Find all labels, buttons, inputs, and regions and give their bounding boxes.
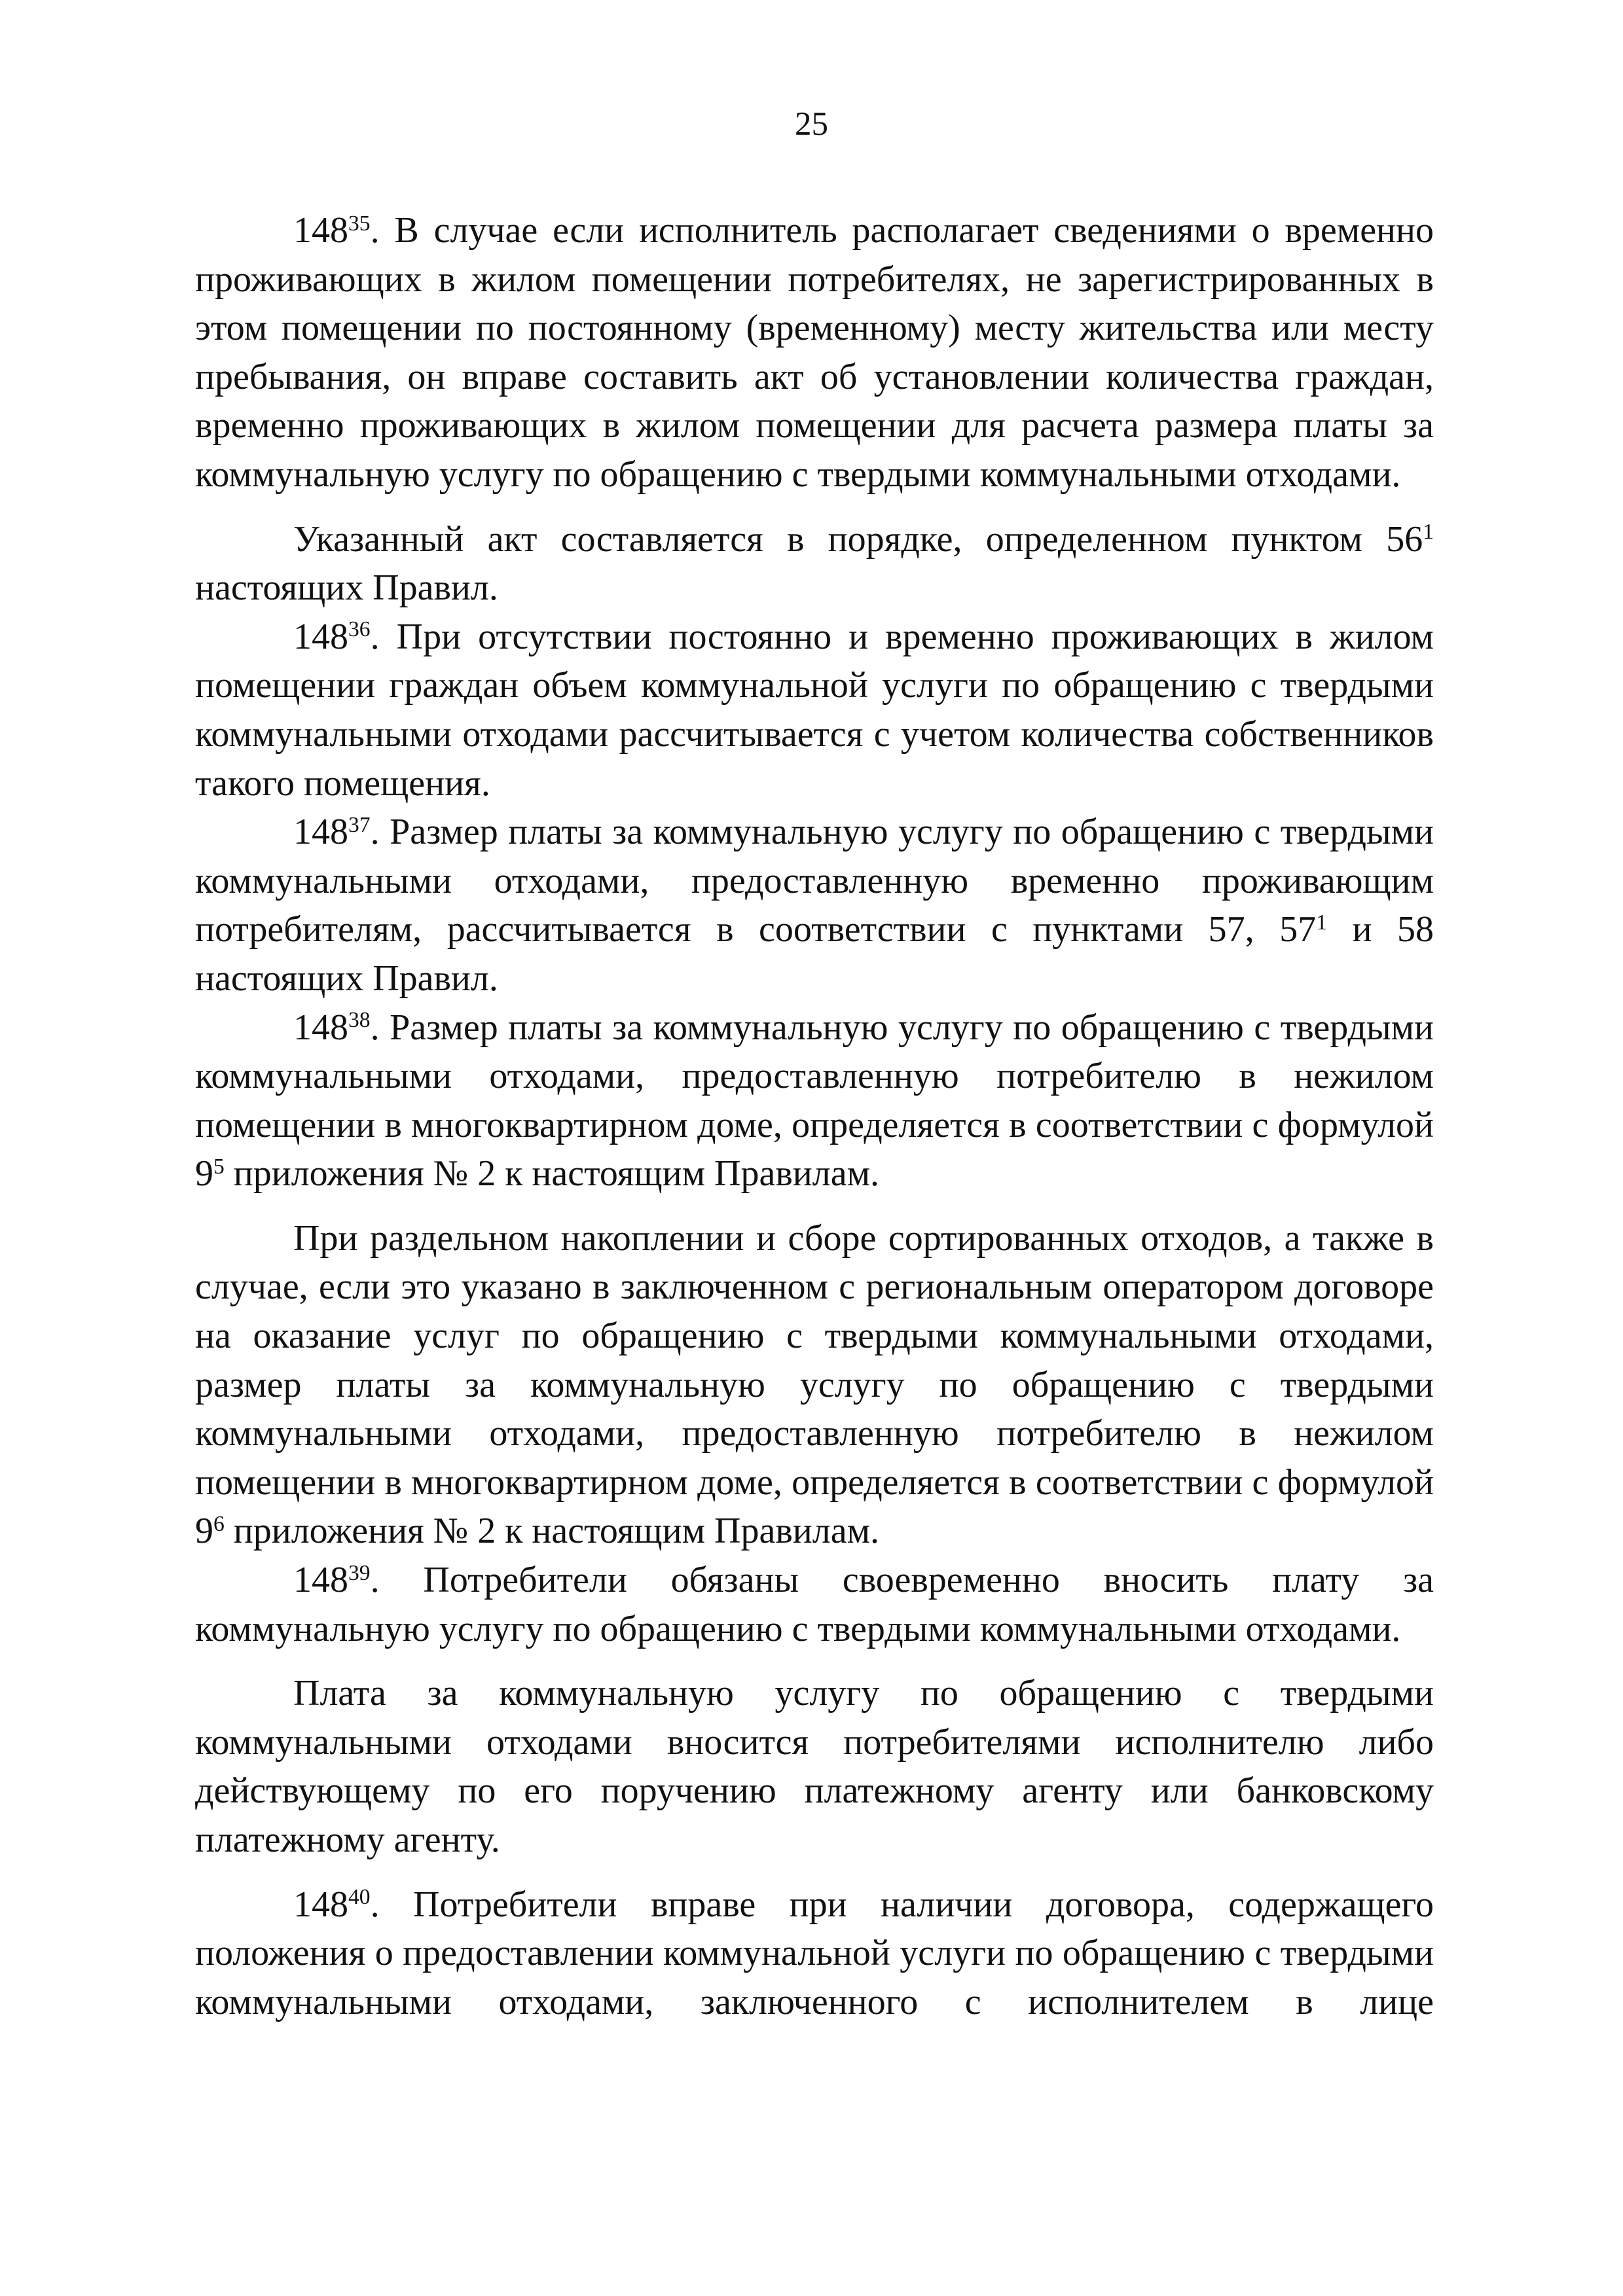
paragraph-text: приложения № 2 к настоящим Правилам.: [224, 1511, 880, 1552]
clause-number: 148: [293, 616, 348, 657]
inline-superscript: 6: [213, 1511, 225, 1536]
document-body: [195, 206, 1434, 2026]
inline-superscript: 1: [1316, 910, 1327, 935]
paragraph-text: Указанный акт составляется в порядке, определенном пунктом 56: [293, 518, 1423, 560]
paragraph-text: . Размер платы за коммунальную услугу по обращению с твердыми коммунальными отходами, предоставленную временно проживающим потребителям, рассчитывается в соответствии с пунктами 57, 57: [195, 812, 1434, 950]
clause-number: 148: [293, 1884, 348, 1925]
paragraph-act-procedure: [195, 515, 1434, 613]
paragraph-text: Плата за коммунальную услугу по обращению с твердыми коммунальными отходами вносится потребителями исполнителю либо действующему по его поручению платежному агенту или банковскому платежному агенту.: [195, 1673, 1434, 1860]
clause-number: 148: [293, 1007, 348, 1048]
paragraph-text: . Размер платы за коммунальную услугу по обращению с твердыми коммунальными отходами, предоставленную потребителю в нежилом помещении в многоквартирном доме, определяется в соответствии с формулой 9: [195, 1007, 1434, 1194]
clause-number: 148: [293, 210, 348, 251]
clause-number: 148: [293, 1560, 348, 1601]
paragraph-148-37: [195, 808, 1434, 1003]
paragraph-text: приложения № 2 к настоящим Правилам.: [224, 1153, 880, 1194]
paragraph-text: При раздельном накоплении и сборе сортированных отходов, а также в случае, если это указано в заключенном с региональным оператором договоре на оказание услуг по обращению с твердыми коммунальными отходами, размер платы за коммунальную услугу по обращению с твердыми коммунальными отходами, предоставленную потребителю в нежилом помещении в многоквартирном доме, определяется в соответствии с формулой 9: [195, 1217, 1434, 1552]
paragraph-text: . Потребители вправе при наличии договора, содержащего положения о предоставлении коммунальной услуги по обращению с твердыми коммунальными отходами, заключенного с исполнителем в лице: [195, 1884, 1434, 2022]
page-number: 25: [795, 106, 828, 143]
paragraph-148-39: [195, 1556, 1434, 1653]
paragraph-148-35: [195, 206, 1434, 499]
clause-superscript: 38: [348, 1008, 371, 1033]
clause-number: 148: [293, 812, 348, 853]
clause-superscript: 37: [348, 812, 371, 837]
clause-superscript: 39: [348, 1560, 371, 1585]
paragraph-payment: [195, 1669, 1434, 1864]
paragraph-text: и 58 настоящих Правил.: [195, 909, 1434, 999]
inline-superscript: 1: [1423, 520, 1434, 545]
clause-superscript: 35: [348, 211, 371, 236]
paragraph-separate-collection: [195, 1214, 1434, 1556]
clause-superscript: 40: [348, 1885, 371, 1910]
paragraph-148-36: [195, 613, 1434, 808]
paragraph-text: настоящих Правил.: [195, 567, 498, 609]
paragraph-148-40: [195, 1880, 1434, 2027]
inline-superscript: 5: [213, 1154, 225, 1179]
paragraph-text: . При отсутствии постоянно и временно проживающих в жилом помещении граждан объем коммунальной услуги по обращению с твердыми коммунальными отходами рассчитывается с учетом количества собственников такого помещения.: [195, 616, 1434, 804]
paragraph-text: . В случае если исполнитель располагает сведениями о временно проживающих в жилом помещении потребителях, не зарегистрированных в этом помещении по постоянному (временному) месту жительства или месту пребывания, он вправе составить акт об установлении количества граждан, временно проживающих в жилом помещении для расчета размера платы за коммунальную услугу по обращению с твердыми коммунальными отходами.: [195, 210, 1434, 495]
paragraph-text: . Потребители обязаны своевременно вносить плату за коммунальную услугу по обращению с твердыми коммунальными отходами.: [195, 1560, 1434, 1649]
paragraph-148-38: [195, 1003, 1434, 1198]
clause-superscript: 36: [348, 617, 371, 642]
